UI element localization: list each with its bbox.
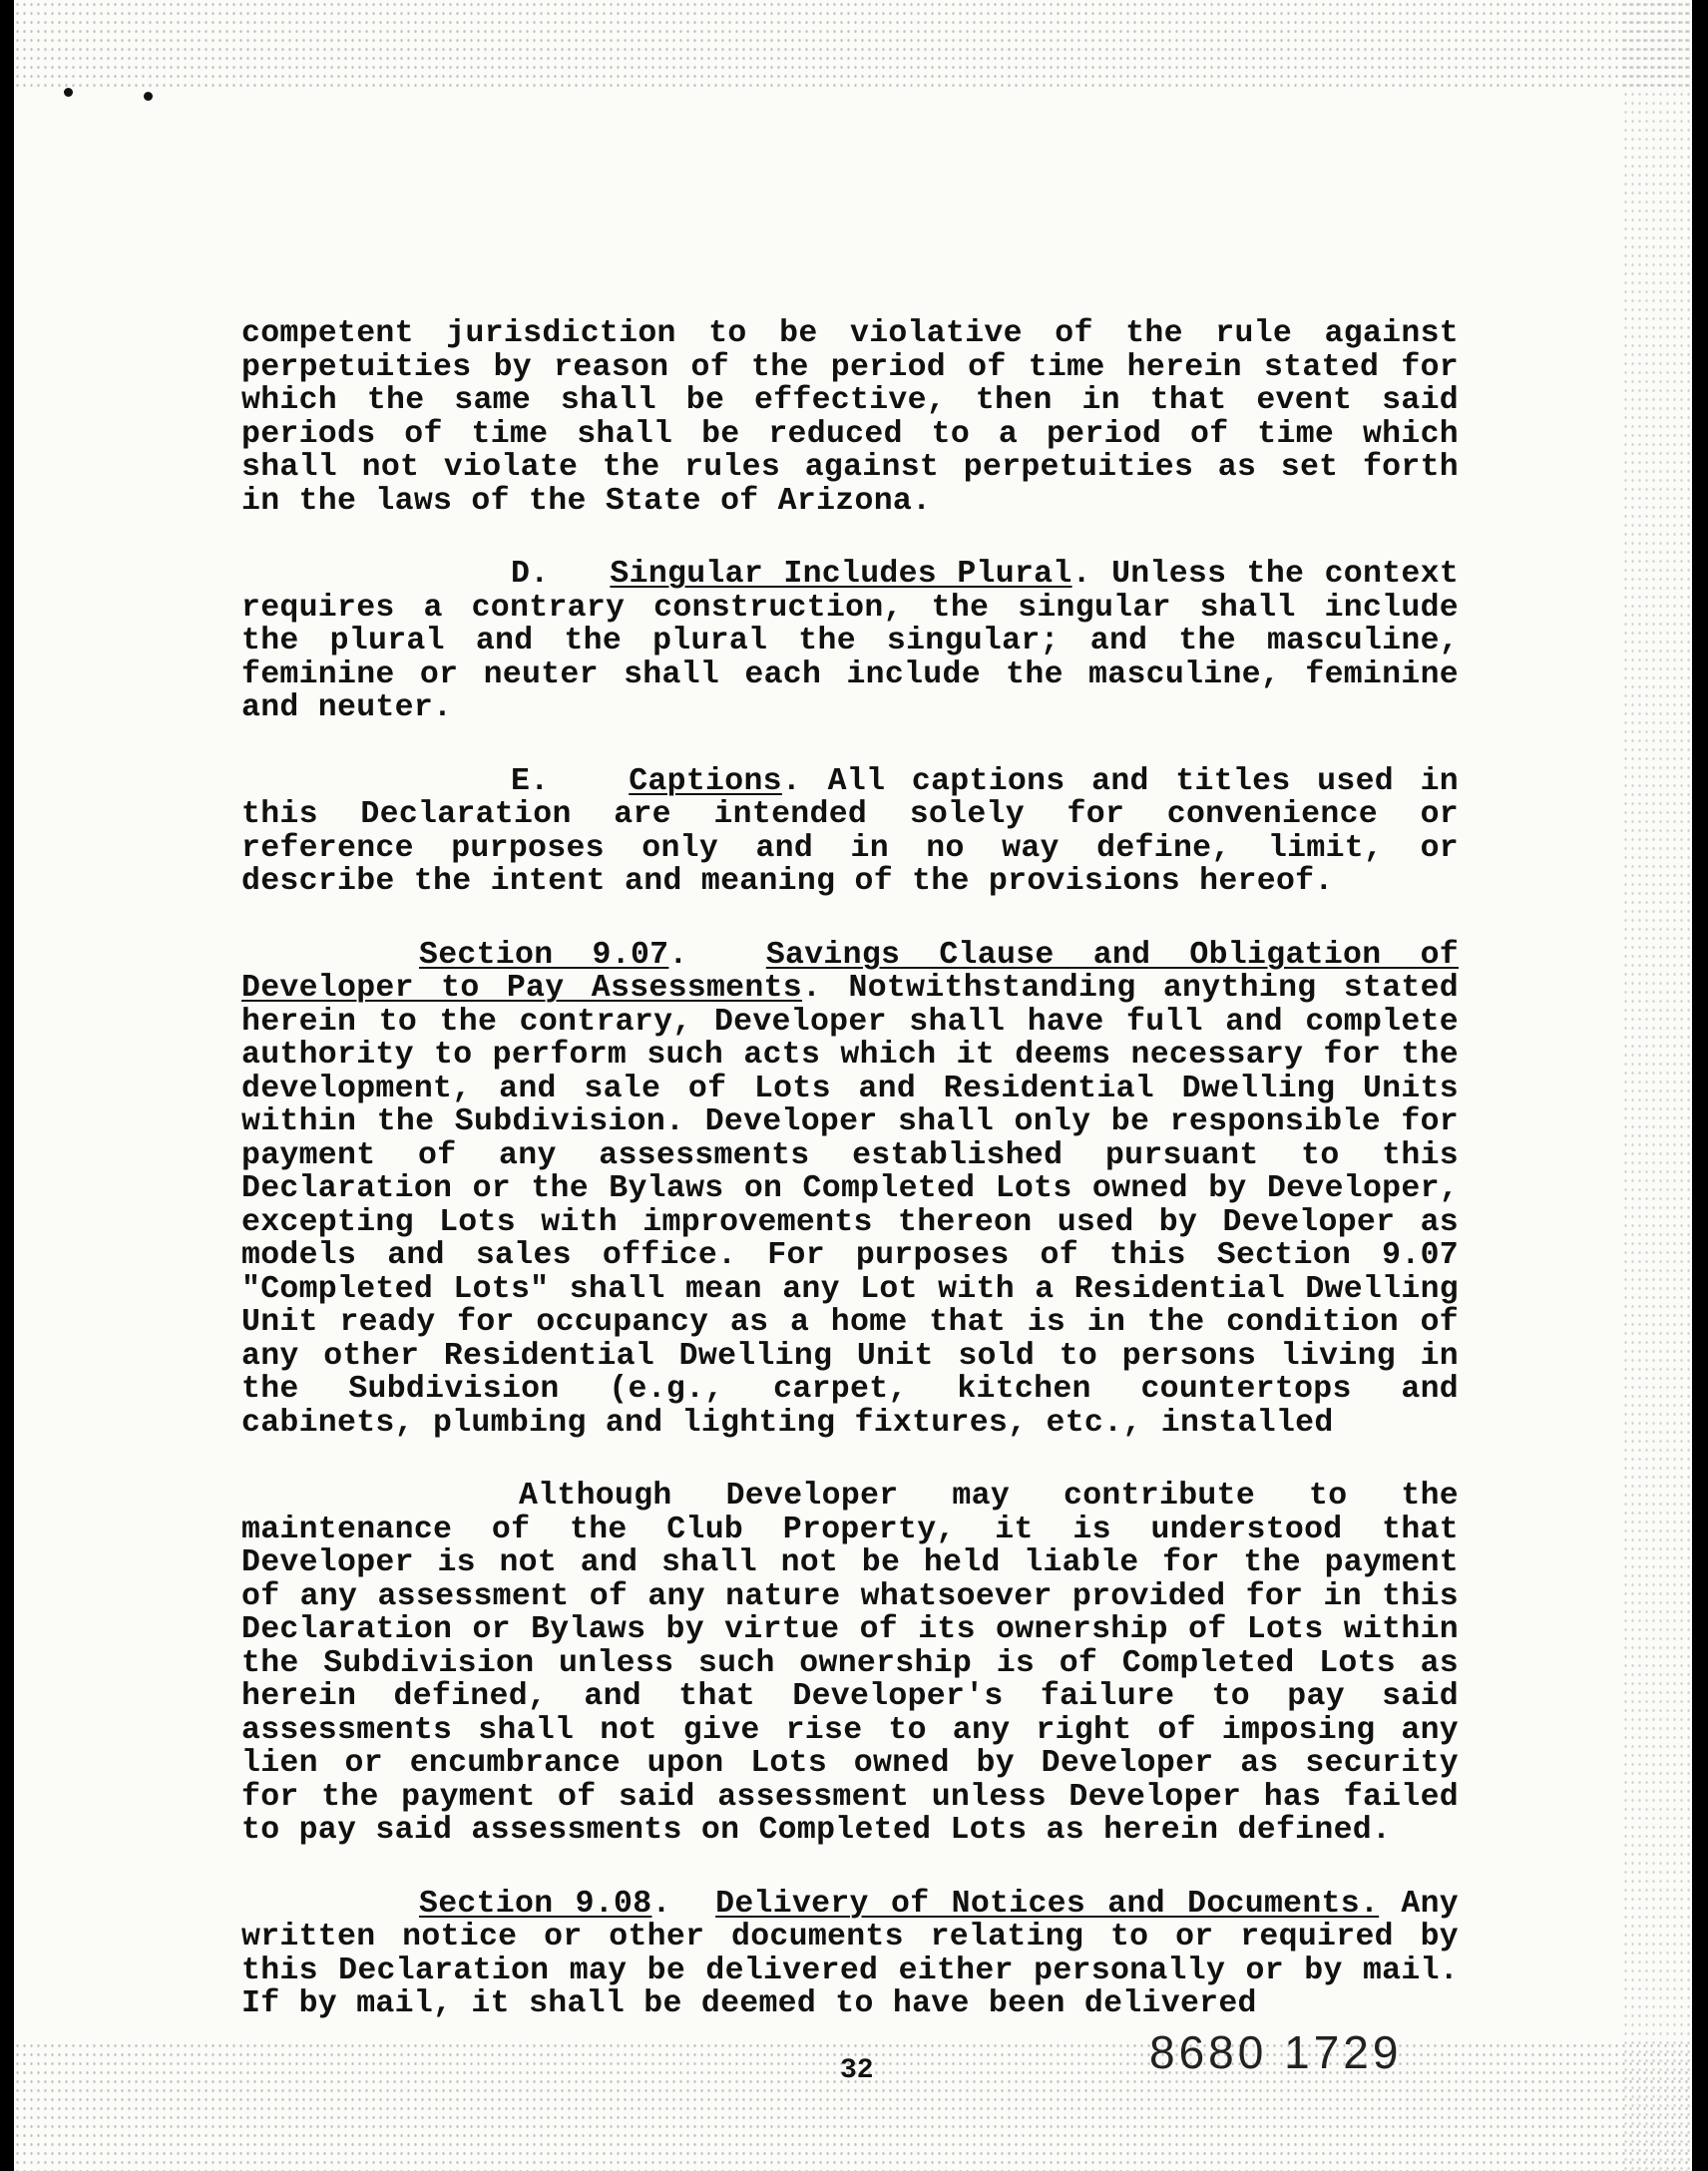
docket-stamp: 8680 1729 bbox=[1149, 2026, 1403, 2078]
section-9-08: Section 9.08. Delivery of Notices and Documents. Any written notice or other documents relating to or required by this Declaration may be delivered either personally or by mail. If by mail, it shall be deemed to have been delivered bbox=[241, 1886, 1460, 2021]
paragraph-although-text: Although Developer may contribute to the maintenance of the Club Property, it is understood that Developer is not and shall not be held liable for the payment of any assessment of any nature whatsoever provided for in this Declaration or Bylaws by virtue of its ownership of Lots within the Subdivision unless such ownership is of Completed Lots as herein defined, and that Developer's failure to pay said assessments shall not give rise to any right of imposing any lien or encumbrance upon Lots owned by Developer as security for the payment of said assessment unless Developer has failed to pay said assessments on Completed Lots as herein defined. bbox=[241, 1479, 1459, 1848]
section-9-07-title: Savings Clause and Obligation of Developer to Pay Assessments bbox=[241, 937, 1459, 1006]
section-9-08-title: Delivery of Notices and Documents. bbox=[715, 1886, 1380, 1922]
document-page bbox=[14, 0, 1692, 2171]
paragraph-although bbox=[241, 1480, 1459, 1848]
paragraph-d-label: D. bbox=[511, 557, 550, 592]
section-9-07-label: Section 9.07 bbox=[419, 937, 669, 973]
page-number: 32 bbox=[840, 2055, 874, 2086]
paragraph-d-title: Singular Includes Plural bbox=[610, 557, 1072, 592]
paragraph-d-body: . Unless the context requires a contrary construction, the singular shall include the plural and the plural the singular; and the masculine, feminine or neuter shall each include the masculine, feminine and neuter. bbox=[241, 557, 1460, 725]
section-9-08-label: Section 9.08 bbox=[419, 1886, 652, 1922]
document-body bbox=[241, 317, 1459, 2021]
paragraph-e-label: E. bbox=[511, 763, 550, 799]
scan-speck bbox=[64, 88, 73, 97]
scan-noise-right bbox=[1622, 0, 1692, 2171]
paragraph-e-title: Captions bbox=[629, 763, 782, 799]
paragraph-e-body: . All captions and titles used in this Declaration are intended solely for convenience or reference purposes only and in no way define, limit, or describe the intent and meaning of the provisions hereof. bbox=[241, 763, 1459, 899]
paragraph-perpetuities: competent jurisdiction to be violative of the rule against perpetuities by reason of the period of time herein stated for which the same shall be effective, then in that event said periods of time shall be reduced to a period of time which shall not violate the rules against perpetuities as set forth in the laws of the State of Arizona. bbox=[241, 316, 1459, 519]
paragraph-e-captions bbox=[241, 765, 1459, 899]
section-9-08-body: Any written notice or other documents relating to or required by this Declaration may be delivered either personally or by mail. If by mail, it shall be deemed to have been delivered bbox=[241, 1886, 1460, 2021]
section-9-07-body: . Notwithstanding anything stated herein to the contrary, Developer shall have full and complete authority to perform such acts which it deems necessary for the development, and sale of Lots and Residential Dwelling Units within the Subdivision. Developer shall only be responsible for payment of any assessments established pursuant to this Declaration or the Bylaws on Completed Lots owned by Developer, excepting Lots with improvements thereon used by Developer as models and sales office. For purposes of this Section 9.07 "Completed Lots" shall mean any Lot with a Residential Dwelling Unit ready for occupancy as a home that is in the condition of any other Residential Dwelling Unit sold to persons living in the Subdivision (e.g., carpet, kitchen countertops and cabinets, plumbing and lighting fixtures, etc., installed bbox=[241, 971, 1460, 1441]
paragraph-d-singular bbox=[241, 558, 1459, 725]
scan-noise-top bbox=[14, 0, 1692, 90]
section-9-07: Section 9.07. Savings Clause and Obligation of Developer to Pay Assessments. Notwithstanding anything stated herein to the contrary, Developer shall have full and complete authority to perform such acts which it deems necessary for the development, and sale of Lots and Residential Dwelling Units within the Subdivision. Developer shall only be responsible for payment of any assessments established pursuant to this Declaration or the Bylaws on Completed Lots owned by Developer, excepting Lots with improvements thereon used by Developer as models and sales office. For purposes of this Section 9.07 "Completed Lots" shall mean any Lot with a Residential Dwelling Unit ready for occupancy as a home that is in the condition of any other Residential Dwelling Unit sold to persons living in the Subdivision (e.g., carpet, kitchen countertops and cabinets, plumbing and lighting fixtures, etc., installed bbox=[241, 937, 1460, 1441]
scan-speck bbox=[144, 92, 153, 101]
